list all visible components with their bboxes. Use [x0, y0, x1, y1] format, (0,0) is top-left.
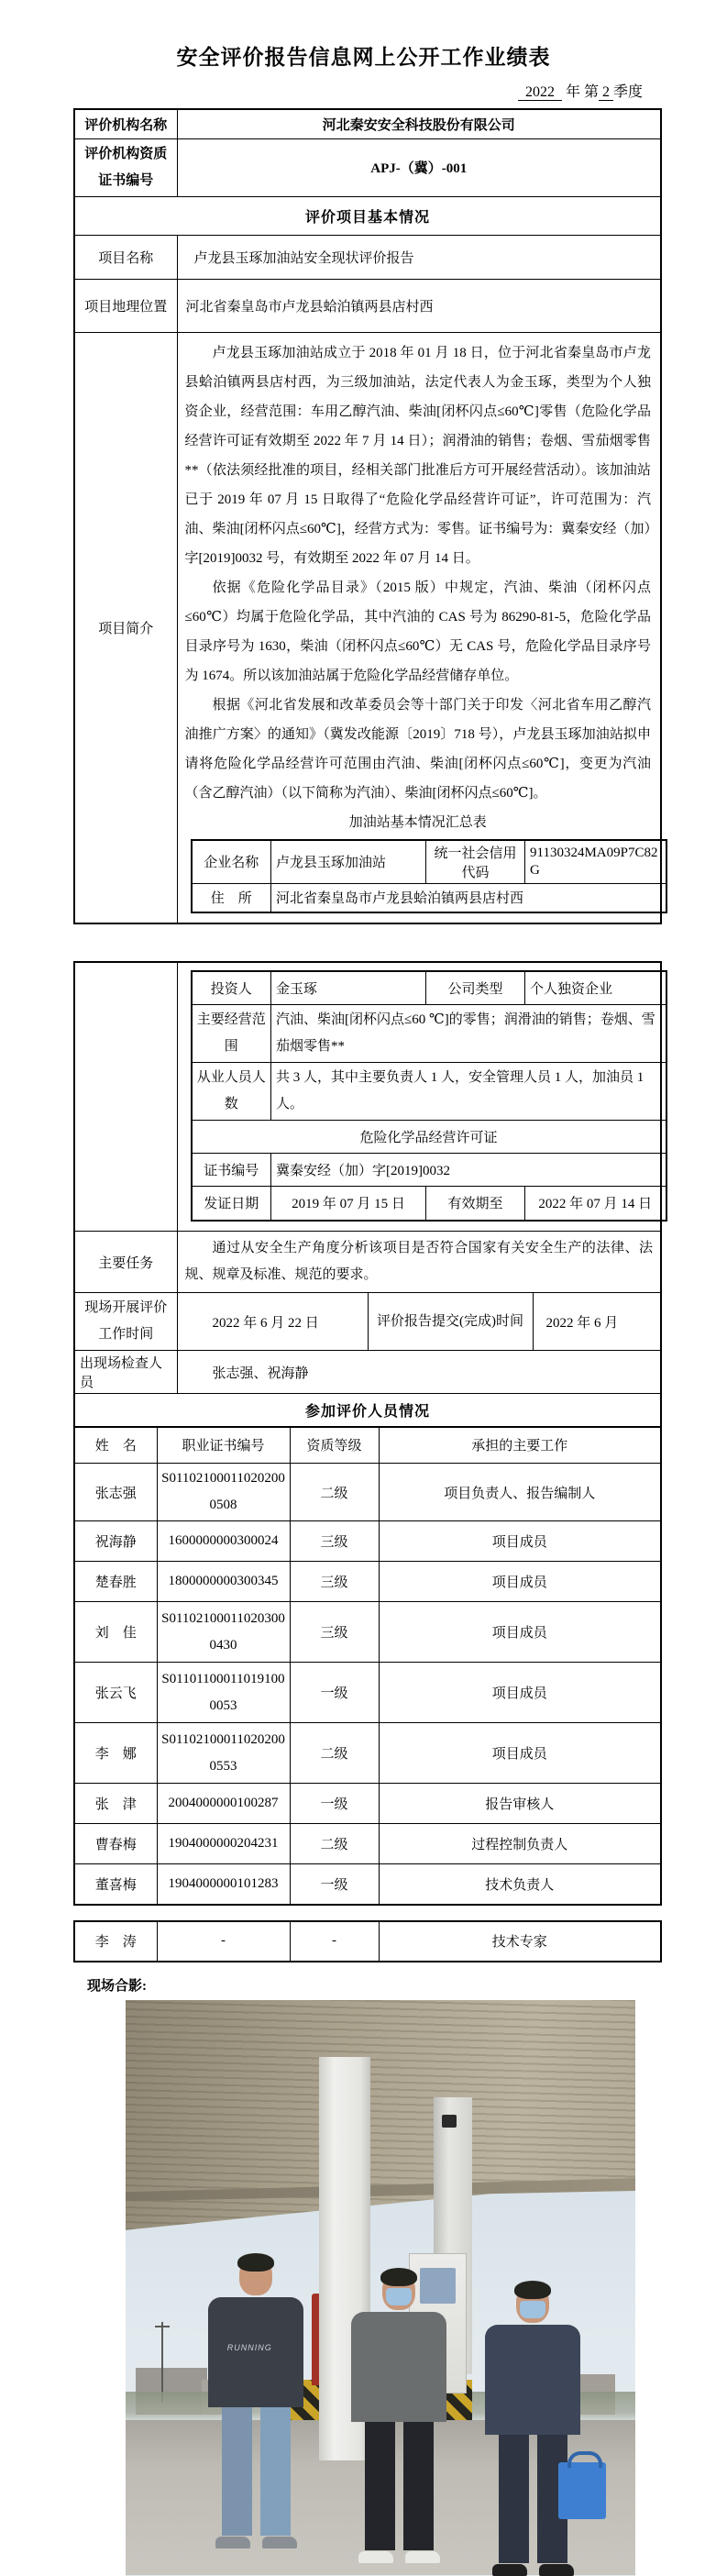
period-year: 2022 — [518, 84, 562, 101]
staff-section-header-row — [74, 1394, 661, 1427]
person-work: 项目成员 — [379, 1663, 661, 1723]
person-shirt — [208, 2297, 303, 2407]
valid-until-value: 2022 年 07 月 14 日 — [525, 1186, 666, 1221]
person-grade: 一级 — [290, 1784, 379, 1824]
person-work: 报告审核人 — [379, 1784, 661, 1824]
main-table-page2 — [73, 961, 662, 1428]
person-shirt — [485, 2325, 580, 2435]
project-intro-label: 项目简介 — [74, 332, 177, 923]
license-no-label: 证书编号 — [192, 1153, 271, 1186]
person-grade: 二级 — [290, 1723, 379, 1784]
personnel-row — [74, 1521, 661, 1562]
report-time-label: 评价报告提交(完成)时间 — [368, 1293, 533, 1351]
staff-count-row — [192, 1062, 666, 1120]
personnel-row — [74, 1602, 661, 1663]
staff-section-title: 参加评价人员情况 — [74, 1394, 661, 1427]
face-mask — [386, 2288, 412, 2305]
page-break-gap — [0, 924, 727, 961]
company-label: 企业名称 — [192, 840, 271, 884]
org-cert-row — [74, 138, 661, 196]
person-cert: S011021000110203000430 — [157, 1602, 290, 1663]
main-task-row — [74, 1232, 661, 1293]
company-type-value: 个人独资企业 — [525, 971, 666, 1004]
person-work: 项目成员 — [379, 1521, 661, 1562]
page-title: 安全评价报告信息网上公开工作业绩表 — [176, 46, 551, 69]
schedule-row — [74, 1293, 661, 1351]
investor-row — [192, 971, 666, 1004]
project-section-title: 评价项目基本情况 — [74, 196, 661, 235]
expert-grade: - — [290, 1921, 379, 1962]
person-work: 技术负责人 — [379, 1864, 661, 1905]
issue-date-row — [192, 1186, 666, 1221]
company-value: 卢龙县玉琢加油站 — [271, 840, 426, 884]
main-task-value: 通过从安全生产角度分析该项目是否符合国家有关安全生产的法律、法规、规章及标准、规范的要求。 — [177, 1232, 661, 1293]
intro-paragraph-2: 依据《危险化学品目录》（2015 版）中规定，汽油、柴油（闭杯闪点≤60℃）均属于危险化学品，其中汽油的 CAS 号为 86290-81-5，危险化学品目录序号为 1630，柴油（闭杯闪点≤60℃）无 CAS 号，危险化学品目录序号为 1674。所以该加油站属于危险化学品经营储存单位。 — [184, 580, 651, 683]
credit-code-value: 91130324MA09P7C82G — [525, 840, 666, 884]
project-section-header-row — [74, 196, 661, 235]
inspectors-label: 出现场检查人员 — [74, 1351, 177, 1394]
main-table-page1 — [73, 108, 662, 924]
person-left — [208, 2257, 303, 2548]
expert-table — [73, 1920, 662, 1962]
project-intro-row — [74, 332, 661, 923]
col-header-cert: 职业证书编号 — [157, 1427, 290, 1464]
report-period — [0, 80, 643, 101]
investor-label: 投资人 — [192, 971, 271, 1004]
business-scope-value: 汽油、柴油[闭杯闪点≤60 ℃]的零售；润滑油的销售；卷烟、雪茄烟零售** — [271, 1004, 666, 1062]
company-row — [192, 840, 666, 884]
org-name-label: 评价机构名称 — [74, 109, 177, 138]
period-quarter: 2 — [599, 84, 613, 101]
expert-cert: - — [157, 1921, 290, 1962]
site-photo-label: 现场合影: — [87, 1978, 147, 1994]
inspectors-row — [74, 1351, 661, 1394]
period-quarter-prefix: 第 — [583, 84, 599, 100]
col-header-grade: 资质等级 — [290, 1427, 379, 1464]
staff-count-label: 从业人员人数 — [192, 1062, 271, 1120]
person-name: 董喜梅 — [74, 1864, 157, 1905]
site-photo — [126, 2000, 635, 2576]
person-cert: 2004000000100287 — [157, 1784, 290, 1824]
person-grade: 三级 — [290, 1562, 379, 1602]
col-header-work: 承担的主要工作 — [379, 1427, 661, 1464]
intro-continued-label — [74, 962, 177, 1232]
station-summary-title: 加油站基本情况汇总表 — [348, 814, 487, 830]
personnel-row — [74, 1824, 661, 1864]
person-cert: 1800000000300345 — [157, 1562, 290, 1602]
report-time-value: 2022 年 6 月 — [533, 1293, 661, 1351]
person-work: 项目成员 — [379, 1723, 661, 1784]
org-cert-label: 评价机构资质证书编号 — [74, 138, 177, 196]
person-name: 曹春梅 — [74, 1824, 157, 1864]
personnel-row — [74, 1723, 661, 1784]
staff-count-value: 共 3 人，其中主要负责人 1 人，安全管理人员 1 人，加油员 1 人。 — [271, 1062, 666, 1120]
project-location-label: 项目地理位置 — [74, 279, 177, 332]
person-work: 过程控制负责人 — [379, 1824, 661, 1864]
credit-code-label: 统一社会信用代码 — [426, 840, 525, 884]
document-page — [0, 40, 727, 2570]
person-head — [239, 2257, 272, 2295]
person-grade: 一级 — [290, 1864, 379, 1905]
person-name: 刘 佳 — [74, 1602, 157, 1663]
person-name: 李 娜 — [74, 1723, 157, 1784]
onsite-time-value: 2022 年 6 月 22 日 — [177, 1293, 368, 1351]
intro-paragraph-3: 根据《河北省发展和改革委员会等十部门关于印发〈河北省车用乙醇汽油推广方案〉的通知》（冀发改能源〔2019〕718 号），卢龙县玉琢加油站拟申请将危险化学品经营许可范围由汽油、柴油[闭杯闪点≤60℃]，变更为汽油（含乙醇汽油）（以下简称为汽油）、柴油[闭杯闪点≤60℃]。 — [184, 697, 651, 801]
personnel-row — [74, 1784, 661, 1824]
person-right — [485, 2284, 580, 2576]
address-row — [192, 883, 666, 912]
person-work: 项目成员 — [379, 1602, 661, 1663]
business-scope-row — [192, 1004, 666, 1062]
address-label: 住 所 — [192, 883, 271, 912]
valid-until-label: 有效期至 — [426, 1186, 525, 1221]
person-shoes — [351, 2551, 446, 2563]
company-type-label: 公司类型 — [426, 971, 525, 1004]
onsite-time-label: 现场开展评价工作时间 — [74, 1293, 177, 1351]
person-work: 项目成员 — [379, 1562, 661, 1602]
personnel-row — [74, 1864, 661, 1905]
project-name-value: 卢龙县玉琢加油站安全现状评价报告 — [177, 235, 661, 279]
station-summary-table — [191, 839, 667, 914]
expert-row — [74, 1921, 661, 1962]
col-header-name: 姓 名 — [74, 1427, 157, 1464]
person-name: 张云飞 — [74, 1663, 157, 1723]
project-location-value: 河北省秦皇岛市卢龙县蛤泊镇两县店村西 — [177, 279, 661, 332]
address-value: 河北省秦皇岛市卢龙县蛤泊镇两县店村西 — [271, 883, 666, 912]
license-section-row — [192, 1120, 666, 1153]
expert-name: 李 涛 — [74, 1921, 157, 1962]
person-name: 祝海静 — [74, 1521, 157, 1562]
person-head — [516, 2284, 549, 2323]
cctv-camera — [442, 2115, 457, 2128]
inspectors-value: 张志强、祝海静 — [177, 1351, 661, 1394]
person-name: 楚春胜 — [74, 1562, 157, 1602]
person-name: 张 津 — [74, 1784, 157, 1824]
person-grade: 三级 — [290, 1521, 379, 1562]
person-cert: S011021000110202000553 — [157, 1723, 290, 1784]
person-cert: S011011000110191000053 — [157, 1663, 290, 1723]
person-name: 张志强 — [74, 1464, 157, 1521]
person-middle — [351, 2272, 446, 2563]
person-cert: 1600000000300024 — [157, 1521, 290, 1562]
person-cert: 1904000000204231 — [157, 1824, 290, 1864]
period-quarter-unit: 季度 — [612, 84, 643, 100]
person-legs — [208, 2407, 303, 2536]
issue-date-label: 发证日期 — [192, 1186, 271, 1221]
business-scope-label: 主要经营范围 — [192, 1004, 271, 1062]
person-grade: 一级 — [290, 1663, 379, 1723]
person-grade: 二级 — [290, 1824, 379, 1864]
personnel-table — [73, 1426, 662, 1906]
intro-continued-row — [74, 962, 661, 1232]
person-grade: 三级 — [290, 1602, 379, 1663]
license-no-row — [192, 1153, 666, 1186]
period-year-unit: 年 — [565, 84, 580, 100]
main-task-label: 主要任务 — [74, 1232, 177, 1293]
license-no-value: 冀秦安经（加）字[2019]0032 — [271, 1153, 666, 1186]
project-intro-content — [177, 332, 661, 923]
intro-continued-content — [177, 962, 661, 1232]
personnel-header-row — [74, 1427, 661, 1464]
person-head — [382, 2272, 415, 2310]
person-cert: S011021000110202000508 — [157, 1464, 290, 1521]
person-shirt — [351, 2312, 446, 2422]
org-name-value: 河北秦安安全科技股份有限公司 — [177, 109, 661, 138]
person-cert: 1904000000101283 — [157, 1864, 290, 1905]
person-work: 项目负责人、报告编制人 — [379, 1464, 661, 1521]
person-legs — [351, 2422, 446, 2550]
project-location-row — [74, 279, 661, 332]
shirt-text: RUNNING — [226, 2342, 272, 2352]
face-mask — [520, 2301, 545, 2318]
personnel-row — [74, 1562, 661, 1602]
project-name-label: 项目名称 — [74, 235, 177, 279]
personnel-row — [74, 1663, 661, 1723]
person-grade: 二级 — [290, 1464, 379, 1521]
blue-tote-bag — [558, 2462, 606, 2519]
intro-paragraph-1: 卢龙县玉琢加油站成立于 2018 年 01 月 18 日，位于河北省秦皇岛市卢龙县蛤泊镇两县店村西，为三级加油站，法定代表人为金玉琢，类型为个人独资企业，经营范围：车用乙醇汽油、柴油[闭杯闪点≤60℃]零售（危险化学品经营许可证有效期至 2022 年 7 月 14 日）；润滑油的销售；卷烟、雪茄烟零售**（依法须经批准的项目，经相关部门批准后方可开展经营活动）。该加油站已于 2019 年 07 月 15 日取得了“危险化学品经营许可证”，许可范围为：汽油、柴油[闭杯闪点≤60℃]，经营方式为：零售。证书编号为：冀秦安经（加）字[2019]0032 号，有效期至 2022 年 07 月 14 日。 — [184, 345, 651, 566]
org-cert-value: APJ-（冀）-001 — [177, 138, 661, 196]
investor-value: 金玉琢 — [271, 971, 426, 1004]
license-section-title: 危险化学品经营许可证 — [192, 1120, 666, 1153]
org-name-row — [74, 109, 661, 138]
project-name-row — [74, 235, 661, 279]
expert-work: 技术专家 — [379, 1921, 661, 1962]
station-detail-table — [191, 970, 667, 1222]
person-shoes — [485, 2564, 580, 2576]
person-shoes — [208, 2537, 303, 2548]
personnel-row — [74, 1464, 661, 1521]
issue-date-value: 2019 年 07 月 15 日 — [271, 1186, 426, 1221]
